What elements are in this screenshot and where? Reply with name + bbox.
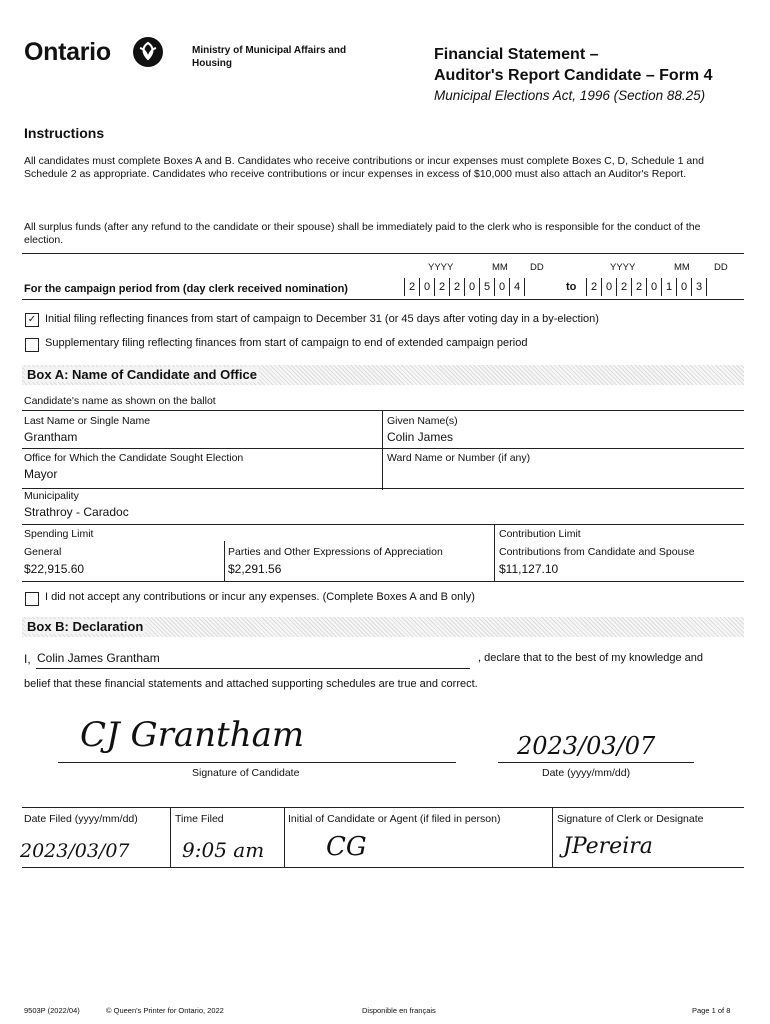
divider <box>22 299 744 300</box>
clerk-signature-label: Signature of Clerk or Designate <box>557 813 704 825</box>
time-filed-field[interactable]: 9:05 am <box>182 838 265 862</box>
form-title-line-1: Financial Statement – <box>434 46 599 63</box>
form-title <box>434 44 713 86</box>
divider <box>22 253 744 254</box>
last-name-field[interactable]: Grantham <box>24 430 78 444</box>
given-name-label: Given Name(s) <box>387 415 458 427</box>
signature-label: Signature of Candidate <box>192 767 300 779</box>
given-name-field[interactable]: Colin James <box>387 430 454 444</box>
date-digit-cell[interactable]: 2 <box>404 278 419 296</box>
instructions-paragraph-1: All candidates must complete Boxes A and B. Candidates who receive contributions or incur expenses must complete Boxes C, D, Schedule 1 and Schedule 2 as appropriate. Candidates who receive contributions or incur expenses in excess of $10,000 must also attach an Auditor's Report. <box>24 155 704 180</box>
instructions-heading: Instructions <box>24 125 105 141</box>
date-digit-cell[interactable]: 0 <box>676 278 691 296</box>
page-number: Page 1 of 8 <box>692 1006 731 1015</box>
date-digit-cell[interactable]: 5 <box>479 278 494 296</box>
name-underline <box>36 668 470 669</box>
last-name-label: Last Name or Single Name <box>24 415 151 427</box>
declaration-date[interactable]: 2023/03/07 <box>517 732 656 760</box>
french-version-note: Disponible en français <box>362 1006 436 1015</box>
contribution-sub-label: Contributions from Candidate and Spouse <box>499 546 695 558</box>
declaration-prefix: I, <box>24 652 31 666</box>
divider <box>22 448 744 449</box>
divider <box>494 524 495 581</box>
clerk-signature-field[interactable]: JPereira <box>563 834 653 859</box>
divider <box>224 541 225 581</box>
initial-field[interactable]: CG <box>326 832 367 862</box>
supplementary-filing-label: Supplementary filing reflecting finances from start of campaign to end of extended campaign period <box>45 337 528 349</box>
date-digit-cell[interactable]: 4 <box>509 278 525 296</box>
from-mm-header: MM <box>492 262 508 273</box>
initial-filing-label: Initial filing reflecting finances from start of campaign to December 31 (or 45 days after voting day in a by-election) <box>45 313 599 325</box>
municipality-label: Municipality <box>24 490 79 502</box>
copyright: © Queen's Printer for Ontario, 2022 <box>106 1006 224 1015</box>
form-code: 9503P (2022/04) <box>24 1006 80 1015</box>
declaration-suffix: , declare that to the best of my knowledge and <box>478 652 704 664</box>
divider <box>22 581 744 582</box>
date-digit-cell[interactable]: 0 <box>464 278 479 296</box>
to-dd-header: DD <box>714 262 728 273</box>
box-b-heading: Box B: Declaration <box>27 619 144 634</box>
date-digit-cell[interactable]: 2 <box>449 278 464 296</box>
office-field[interactable]: Mayor <box>24 467 58 481</box>
date-digit-cell[interactable]: 3 <box>691 278 707 296</box>
no-contributions-label: I did not accept any contributions or incur any expenses. (Complete Boxes A and B only) <box>45 591 475 603</box>
candidate-signature[interactable]: CJ Grantham <box>80 715 305 755</box>
date-digit-cell[interactable]: 2 <box>631 278 646 296</box>
box-b-header <box>22 617 744 637</box>
time-filed-label: Time Filed <box>175 813 224 825</box>
initial-filing-checkbox[interactable]: ✓ <box>25 313 39 327</box>
to-label: to <box>566 281 577 293</box>
divider <box>22 867 744 868</box>
divider <box>284 807 285 867</box>
divider <box>552 807 553 867</box>
date-digit-cell[interactable]: 2 <box>586 278 601 296</box>
to-mm-header: MM <box>674 262 690 273</box>
from-yyyy-header: YYYY <box>428 262 454 273</box>
form-subtitle: Municipal Elections Act, 1996 (Section 88.25) <box>434 88 706 103</box>
divider <box>22 524 744 525</box>
general-limit-field[interactable]: $22,915.60 <box>24 562 85 576</box>
box-a-heading: Box A: Name of Candidate and Office <box>27 367 257 382</box>
date-digit-cell[interactable]: 0 <box>494 278 509 296</box>
no-contributions-checkbox[interactable] <box>25 592 39 606</box>
to-yyyy-header: YYYY <box>610 262 636 273</box>
date-label: Date (yyyy/mm/dd) <box>542 767 631 779</box>
box-a-header <box>22 365 744 385</box>
divider <box>22 410 744 411</box>
date-filed-label: Date Filed (yyyy/mm/dd) <box>24 813 138 825</box>
municipality-field[interactable]: Strathroy - Caradoc <box>24 505 129 519</box>
divider <box>22 488 744 489</box>
general-limit-label: General <box>24 546 62 558</box>
declarant-name-field[interactable]: Colin James Grantham <box>37 651 160 665</box>
date-line <box>498 762 694 763</box>
parties-limit-label: Parties and Other Expressions of Appreciation <box>228 546 443 558</box>
contribution-limit-field[interactable]: $11,127.10 <box>499 562 559 576</box>
from-date-field[interactable] <box>404 278 525 296</box>
initial-label: Initial of Candidate or Agent (if filed in person) <box>288 813 501 825</box>
divider <box>382 410 383 490</box>
divider <box>22 807 744 808</box>
supplementary-filing-checkbox[interactable] <box>25 338 39 352</box>
date-digit-cell[interactable]: 2 <box>434 278 449 296</box>
instructions-paragraph-2: All surplus funds (after any refund to the candidate or their spouse) shall be immediately paid to the clerk who is responsible for the conduct of the election. <box>24 221 701 246</box>
date-digit-cell[interactable]: 2 <box>616 278 631 296</box>
to-date-field[interactable] <box>586 278 707 296</box>
from-dd-header: DD <box>530 262 544 273</box>
spending-limit-label: Spending Limit <box>24 528 94 540</box>
contribution-limit-label: Contribution Limit <box>499 528 581 540</box>
form-title-line-2: Auditor's Report Candidate – Form 4 <box>434 67 713 84</box>
ontario-logo-word: Ontario <box>24 38 111 66</box>
ministry-name: Ministry of Municipal Affairs and Housing <box>192 45 347 69</box>
date-digit-cell[interactable]: 0 <box>419 278 434 296</box>
date-filed-field[interactable]: 2023/03/07 <box>20 840 130 862</box>
campaign-period-label: For the campaign period from (day clerk received nomination) <box>24 283 348 295</box>
ward-label: Ward Name or Number (if any) <box>387 452 531 464</box>
office-label: Office for Which the Candidate Sought Election <box>24 452 244 464</box>
date-digit-cell[interactable]: 0 <box>601 278 616 296</box>
parties-limit-field[interactable]: $2,291.56 <box>228 562 282 576</box>
declaration-belief: belief that these financial statements and attached supporting schedules are true and correct. <box>24 678 478 690</box>
date-digit-cell[interactable]: 1 <box>661 278 676 296</box>
trillium-icon <box>133 37 163 67</box>
date-digit-cell[interactable]: 0 <box>646 278 661 296</box>
divider <box>170 807 171 867</box>
candidate-name-note: Candidate's name as shown on the ballot <box>24 395 216 407</box>
signature-line <box>58 762 456 763</box>
